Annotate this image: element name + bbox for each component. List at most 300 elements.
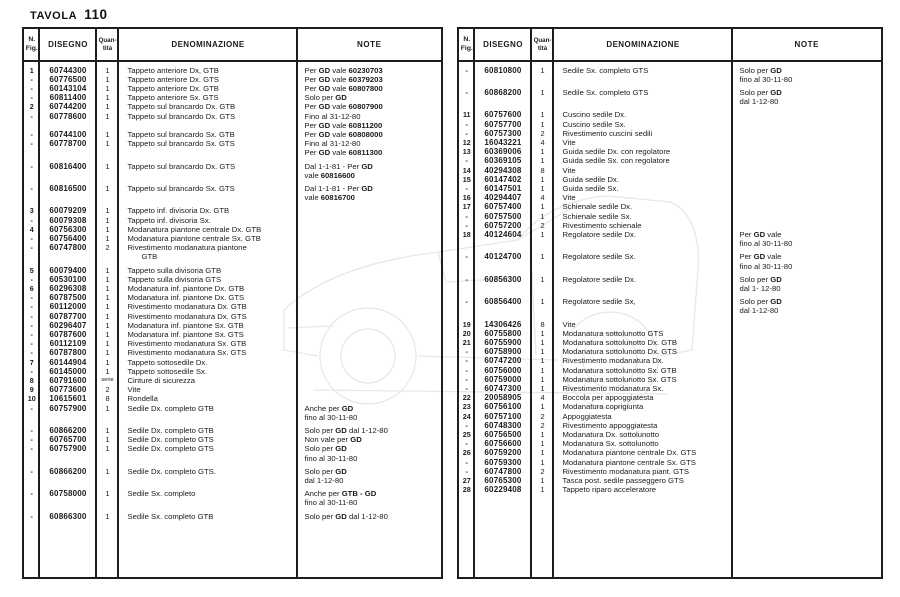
denominazione-cell: Modanatura piantone centrale Dx. GTB [127, 224, 262, 234]
note-cell [733, 202, 882, 211]
disegno-cell: 16043221 [484, 137, 522, 147]
note-cell: Per GD vale 60808000 [304, 129, 383, 139]
denominazione-cell: Tappeto anteriore Sx. GTS [127, 93, 219, 103]
disegno-cell: 60757300 [484, 128, 522, 138]
note-cell [733, 212, 882, 221]
table-row [24, 358, 441, 367]
note-cell: Solo per GD dal 1-12-80 [304, 466, 347, 486]
disegno-cell: 60765700 [49, 435, 87, 445]
quantita-cell: 1 [540, 374, 545, 384]
header-denominazione: DENOMINAZIONE [606, 39, 680, 49]
quantita-cell: 1 [105, 329, 110, 339]
note-cell [733, 166, 882, 175]
denominazione-cell: Tappeto inf. divisoria Dx. GTB [127, 206, 230, 216]
note-cell: Per GD vale fino al 30-11-80 [739, 229, 793, 249]
note-cell [733, 458, 882, 467]
denominazione-cell: Rivestimento schienale [562, 220, 642, 230]
table-row [459, 193, 881, 202]
denominazione-cell: Rivestimento modanatura piant. GTS [562, 466, 689, 476]
disegno-cell: 60757100 [484, 411, 522, 421]
table-row [459, 338, 881, 347]
note-cell: Non vale per GD [304, 435, 362, 445]
note-cell [733, 347, 882, 356]
quantita-cell: 1 [105, 265, 110, 275]
quantita-cell: 1 [105, 293, 110, 303]
note-cell [298, 312, 442, 321]
quantita-cell: 1 [105, 183, 110, 193]
fig-cell: 24 [462, 411, 471, 421]
quantita-cell: 1 [105, 74, 110, 84]
quantita-cell: 2 [540, 466, 545, 476]
note-cell: Anche per GTB - GD fino al 30-11-80 [304, 489, 377, 508]
fig-cell: - [30, 348, 33, 358]
quantita-cell: 1 [105, 320, 110, 330]
denominazione-cell: Tappeto sulla divisoria GTS [127, 274, 222, 284]
quantita-cell: 1 [105, 366, 110, 376]
denominazione-cell: Modanatura Sx. sottolunotto [562, 439, 659, 449]
note-cell: Per GD vale 60807900 [304, 102, 383, 112]
table-row [459, 275, 881, 293]
disegno-cell: 60143104 [49, 83, 87, 93]
note-cell [733, 402, 882, 411]
fig-cell: 14 [462, 165, 471, 175]
quantita-cell: 1 [540, 229, 545, 239]
denominazione-cell: Sedile Dx. completo GTS [127, 444, 214, 454]
quantita-cell: 1 [105, 511, 110, 521]
note-cell [298, 293, 442, 302]
denominazione-cell: Rivestimento modanatura Sx. [562, 384, 664, 393]
disegno-cell: 60757400 [484, 202, 522, 212]
table-row [459, 430, 881, 439]
fig-cell: - [30, 74, 33, 84]
note-cell [298, 225, 442, 234]
disegno-cell: 60778600 [49, 111, 87, 121]
disegno-cell: 60755900 [484, 337, 522, 347]
denominazione-cell: Modanatura inf. piantone Sx. GTB [127, 320, 244, 330]
denominazione-cell: Cuscino sedile Sx. [562, 119, 626, 129]
table-row [459, 356, 881, 365]
note-cell: Solo per GD dal 1-12-80 [304, 511, 388, 521]
denominazione-cell: Modanatura sottolunotto Sx. GTS [562, 374, 677, 384]
note-cell [733, 221, 882, 230]
denominazione-cell: Guida sedile Sx. [562, 183, 619, 193]
note-cell [298, 321, 442, 330]
table-row [459, 448, 881, 457]
quantita-cell: 2 [105, 243, 110, 253]
note-cell [733, 184, 882, 193]
fig-cell: - [30, 83, 33, 93]
note-cell: Dal 1-1-81 - Per GD vale 60816700 [304, 183, 373, 203]
table-row [459, 347, 881, 356]
quantita-cell: 1 [540, 365, 545, 375]
disegno-cell: 60744300 [49, 65, 87, 75]
note-cell [733, 412, 882, 421]
disegno-cell: 60229408 [484, 485, 522, 495]
denominazione-cell: Guida sedile Dx. [562, 174, 619, 184]
fig-cell: - [465, 356, 468, 366]
denominazione-cell: Rivestimento modanatura Sx. GTB [127, 339, 247, 349]
denominazione-cell: Modanatura sottolunotto Dx. GTS [562, 347, 678, 357]
note-cell: Solo per GD fino al 30-11-80 [304, 444, 358, 463]
disegno-cell: 60757500 [484, 211, 522, 221]
quantita-cell: 1 [105, 311, 110, 321]
fig-cell: - [465, 365, 468, 375]
quantita-cell: 1 [105, 489, 110, 499]
fig-cell: 17 [462, 202, 471, 212]
note-cell [733, 156, 882, 165]
table-row [24, 444, 441, 462]
denominazione-cell: Rondella [127, 394, 158, 404]
note-cell: Solo per GD dal 1- 12-80 [739, 274, 782, 293]
denominazione-cell: Tappeto anteriore Dx, GTB [127, 65, 219, 75]
note-cell [298, 275, 442, 284]
denominazione-cell: Vite [562, 137, 576, 147]
note-cell [733, 485, 882, 494]
fig-cell: - [465, 252, 468, 262]
fig-cell: - [465, 65, 468, 75]
quantita-cell: 1 [105, 403, 110, 413]
disegno-cell: 60079400 [49, 265, 87, 275]
denominazione-cell: Schienale sedile Sx. [562, 211, 632, 221]
quantita-cell: 1 [540, 119, 545, 129]
page-title-label: TAVOLA [30, 10, 78, 22]
table-row [24, 321, 441, 330]
table-row [24, 84, 441, 93]
note-cell [733, 467, 882, 476]
fig-cell: - [30, 466, 33, 476]
denominazione-cell: Vite [562, 319, 576, 329]
table-row [459, 393, 881, 402]
quantita-cell: 1 [540, 297, 545, 307]
table-row [459, 221, 881, 230]
quantita-cell: 1 [105, 224, 110, 234]
note-cell [733, 320, 882, 329]
denominazione-cell: Tappeto sottosedile Sx. [127, 366, 207, 376]
note-cell [298, 330, 442, 339]
denominazione-cell: Modanatura inf. piantone Sx. GTS [127, 329, 244, 339]
quantita-cell: 1 [540, 274, 545, 284]
quantita-cell: 1 [105, 206, 110, 216]
denominazione-cell: Tappeto sottosedile Dx. [127, 357, 208, 367]
note-cell [298, 302, 442, 311]
disegno-cell: 60759200 [484, 448, 522, 458]
denominazione-cell: Modanatura inf. piantone Dx. GTS [127, 293, 245, 303]
table-row [459, 120, 881, 129]
note-cell [733, 329, 882, 338]
quantita-cell: 1 [540, 402, 545, 412]
table-row [459, 175, 881, 184]
note-cell: Per GD vale 60230703 [304, 65, 383, 75]
denominazione-cell: Modanatura piantone centrale Dx. GTS [562, 448, 697, 458]
disegno-cell: 60757900 [49, 444, 87, 454]
disegno-cell: 60856300 [484, 274, 522, 284]
disegno-cell: 60758000 [49, 489, 87, 499]
table-row [459, 147, 881, 156]
fig-cell: 2 [29, 102, 34, 112]
table-row [459, 375, 881, 384]
quantita-cell: 1 [105, 102, 110, 112]
table-row [24, 275, 441, 284]
note-cell [733, 430, 882, 439]
denominazione-cell: Modanatura Dx. sottolunotto [562, 430, 660, 440]
table-body [24, 62, 441, 575]
note-cell: Per GD vale 60379203 [304, 74, 383, 84]
denominazione-cell: Tappeto anteriore Dx. GTB [127, 83, 219, 93]
header-quantita: Quan- tità [533, 37, 552, 52]
note-cell [733, 393, 882, 402]
disegno-cell: 60776500 [49, 74, 87, 84]
quantita-cell: 1 [105, 161, 110, 171]
table-row [459, 297, 881, 315]
parts-table-right [457, 27, 883, 579]
disegno-cell: 60759300 [484, 457, 522, 467]
denominazione-cell: Modanatura piantone centrale Sx. GTB [127, 233, 261, 243]
fig-cell: - [465, 466, 468, 476]
table-row [459, 412, 881, 421]
quantita-cell: 1 [105, 426, 110, 436]
disegno-cell: 60756400 [49, 233, 87, 243]
disegno-cell: 60747200 [484, 356, 522, 366]
disegno-cell: 40294308 [484, 165, 522, 175]
table-row [24, 467, 441, 485]
denominazione-cell: Sedile Dx. completo GTS. [127, 466, 216, 476]
quantita-cell: 1 [105, 283, 110, 293]
disegno-cell: 60787500 [49, 293, 87, 303]
denominazione-cell: Vite [127, 385, 141, 395]
fig-cell: 16 [462, 193, 471, 203]
parts-table-left [22, 27, 443, 579]
fig-cell: 1 [29, 65, 34, 75]
disegno-cell: 60787700 [49, 311, 87, 321]
table-row [459, 366, 881, 375]
fig-cell: - [465, 347, 468, 357]
table-row [24, 348, 441, 357]
table-row [459, 202, 881, 211]
table-row [24, 312, 441, 321]
disegno-cell: 40124700 [484, 252, 522, 262]
fig-cell: 22 [462, 393, 471, 403]
quantita-cell: 1 [540, 202, 545, 212]
fig-cell: 27 [462, 476, 471, 486]
disegno-cell: 60079209 [49, 206, 87, 216]
denominazione-cell: Rivestimento cuscini sedili [562, 128, 653, 138]
denominazione-cell: Vite [562, 165, 576, 175]
fig-cell: - [465, 183, 468, 193]
table-row [459, 458, 881, 467]
denominazione-cell: Tappeto sul brancardo Dx. GTB [127, 102, 236, 112]
quantita-cell: 1 [540, 337, 545, 347]
quantita-cell: 1 [105, 357, 110, 367]
quantita-cell: serie [101, 377, 114, 383]
table-row [24, 302, 441, 311]
quantita-cell: 1 [540, 87, 545, 97]
fig-cell: - [465, 457, 468, 467]
quantita-cell: 1 [105, 466, 110, 476]
note-cell: Solo per GD dal 1-12-80 [304, 426, 388, 436]
fig-cell: - [465, 297, 468, 307]
note-cell [733, 356, 882, 365]
table-row [459, 230, 881, 248]
disegno-cell: 60755800 [484, 328, 522, 338]
header-note: NOTE [356, 39, 382, 49]
table-row [24, 489, 441, 507]
table-row [24, 426, 441, 435]
disegno-cell: 60296308 [49, 283, 87, 293]
fig-cell: 5 [29, 265, 34, 275]
table-row [24, 435, 441, 444]
note-cell [298, 234, 442, 243]
denominazione-cell: Sedile Dx. completo GTS [127, 435, 214, 445]
quantita-cell: 8 [540, 319, 545, 329]
fig-cell: 12 [462, 137, 471, 147]
denominazione-cell: Guida sedile Sx. con regolatore [562, 156, 670, 166]
fig-cell: - [30, 403, 33, 413]
table-row [24, 66, 441, 75]
denominazione-cell: Cuscino sedile Dx. [562, 110, 627, 120]
fig-cell: - [465, 119, 468, 129]
table-row [459, 212, 881, 221]
quantita-cell: 1 [105, 274, 110, 284]
table-row [24, 130, 441, 139]
denominazione-cell: Regolatore sedile Sx, [562, 297, 636, 307]
fig-cell: 18 [462, 229, 471, 239]
note-cell [298, 216, 442, 225]
header-disegno: DISEGNO [48, 39, 88, 49]
table-row [24, 330, 441, 339]
denominazione-cell: Rivestimento appoggiatesta [562, 420, 658, 430]
quantita-cell: 4 [540, 137, 545, 147]
denominazione-cell: Tasca post. sedile passeggero GTS [562, 476, 684, 486]
fig-cell: - [30, 329, 33, 339]
page-title-number: 110 [84, 7, 108, 22]
quantita-cell: 1 [540, 174, 545, 184]
table-row [24, 234, 441, 243]
disegno-cell: 60296407 [49, 320, 87, 330]
table-row [459, 467, 881, 476]
table-header [459, 29, 881, 60]
table-row [24, 284, 441, 293]
note-cell [733, 193, 882, 202]
table-row [459, 439, 881, 448]
note-cell [733, 439, 882, 448]
fig-cell: - [30, 293, 33, 303]
disegno-cell: 60756600 [484, 439, 522, 449]
disegno-cell: 60866300 [49, 511, 87, 521]
fig-cell: 26 [462, 448, 471, 458]
quantita-cell: 1 [105, 139, 110, 149]
quantita-cell: 2 [540, 128, 545, 138]
disegno-cell: 60856400 [484, 297, 522, 307]
disegno-cell: 60744200 [49, 102, 87, 112]
table-row [459, 110, 881, 119]
disegno-cell: 60791600 [49, 376, 87, 385]
disegno-cell: 60757700 [484, 119, 522, 129]
denominazione-cell: Tappeto sul brancardo Dx. GTS [127, 161, 236, 171]
disegno-cell: 60147501 [484, 183, 522, 193]
table-row [459, 384, 881, 393]
disegno-cell: 60747300 [484, 384, 522, 393]
fig-cell: 6 [29, 283, 34, 293]
quantita-cell: 1 [105, 83, 110, 93]
fig-cell: 8 [29, 376, 34, 385]
table-row [459, 138, 881, 147]
denominazione-cell: Sedile Dx. completo GTB [127, 426, 214, 436]
quantita-cell: 1 [105, 93, 110, 103]
quantita-cell: 1 [540, 252, 545, 262]
table-row [24, 376, 441, 385]
table-row [24, 404, 441, 422]
denominazione-cell: Tappeto sul brancardo Sx. GTS [127, 139, 235, 149]
note-cell [733, 476, 882, 485]
table-row [459, 402, 881, 411]
table-row [459, 88, 881, 106]
table-row [24, 206, 441, 215]
disegno-cell: 10615601 [49, 394, 87, 404]
denominazione-cell: Tappeto sul brancardo Sx. GTS [127, 183, 235, 193]
quantita-cell: 1 [540, 65, 545, 75]
table-row [459, 421, 881, 430]
denominazione-cell: Rivestimento modanatura piantone GTB [127, 243, 247, 262]
quantita-cell: 1 [540, 430, 545, 440]
denominazione-cell: Modanatura coprigiunta [562, 402, 644, 412]
note-cell [298, 376, 442, 385]
denominazione-cell: Modanatura piantone centrale Sx. GTS [562, 457, 696, 467]
fig-cell: - [30, 233, 33, 243]
disegno-cell: 60866200 [49, 426, 87, 436]
fig-cell: - [30, 161, 33, 171]
disegno-cell: 60757200 [484, 220, 522, 230]
table-row [459, 129, 881, 138]
note-cell: Solo per GD fino al 30-11-80 [739, 65, 793, 84]
note-cell: Fino al 31-12-80 Per GD vale 60811200 [304, 111, 383, 130]
disegno-cell: 60756500 [484, 430, 522, 440]
fig-cell: 10 [27, 394, 36, 404]
note-cell: Per GD vale fino al 30-11-80 [739, 252, 793, 271]
fig-cell: 28 [462, 485, 471, 495]
fig-cell: - [30, 320, 33, 330]
quantita-cell: 8 [540, 165, 545, 175]
denominazione-cell: Guida sedile Dx. con regolatore [562, 147, 671, 157]
quantita-cell: 1 [540, 457, 545, 467]
quantita-cell: 1 [105, 302, 110, 312]
fig-cell: 11 [462, 110, 471, 120]
fig-cell: - [465, 156, 468, 166]
disegno-cell: 60112109 [49, 339, 87, 349]
note-cell [733, 120, 882, 129]
fig-cell: - [465, 384, 468, 393]
table-row [24, 112, 441, 130]
note-cell [298, 243, 442, 261]
fig-cell: - [465, 128, 468, 138]
denominazione-cell: Tappeto inf. divisoria Sx. [127, 215, 211, 225]
quantita-cell: 1 [540, 485, 545, 495]
quantita-cell: 1 [105, 111, 110, 121]
disegno-cell: 60530100 [49, 274, 87, 284]
header-fig: N. Fig. [25, 36, 38, 52]
disegno-cell: 60747800 [49, 243, 87, 253]
fig-cell: - [30, 366, 33, 376]
fig-cell: - [30, 111, 33, 121]
note-cell [298, 385, 442, 394]
note-cell [298, 367, 442, 376]
disegno-cell: 60369105 [484, 156, 522, 166]
note-cell [733, 138, 882, 147]
disegno-cell: 60759000 [484, 374, 522, 384]
fig-cell: - [30, 215, 33, 225]
disegno-cell: 60811400 [49, 93, 87, 103]
table-row [24, 394, 441, 403]
fig-cell: 19 [462, 319, 471, 329]
